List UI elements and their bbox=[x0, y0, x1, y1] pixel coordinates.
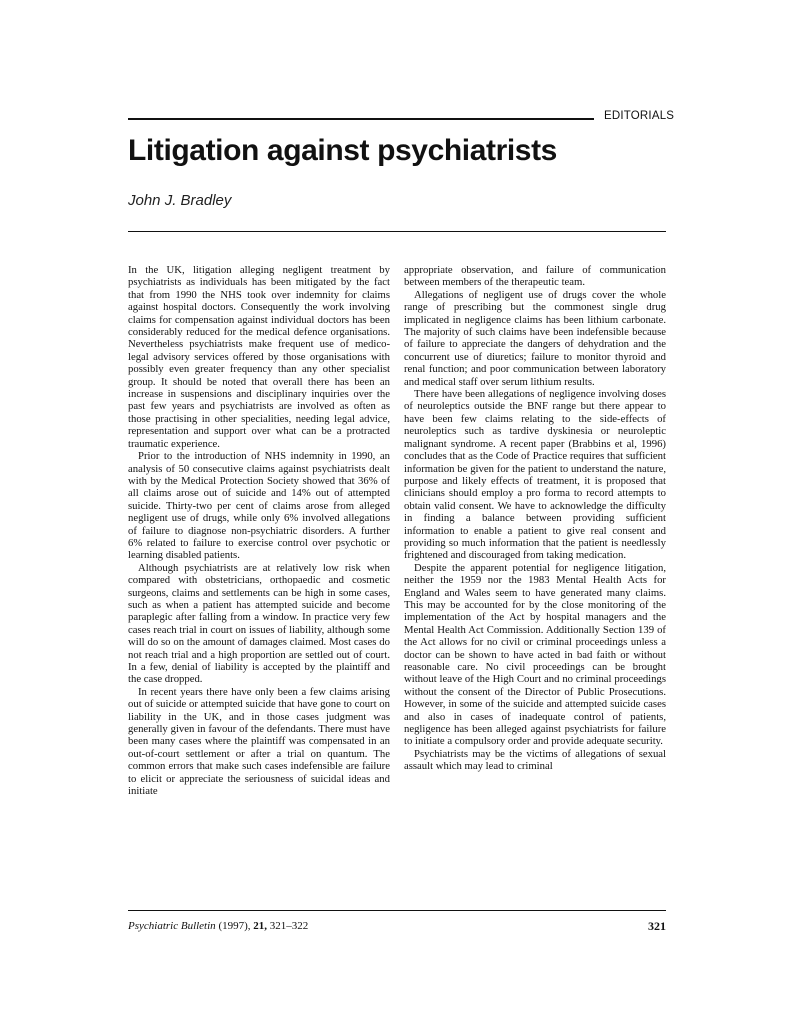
paragraph: Allegations of negligent use of drugs cover the whole range of prescribing but the commonest single drug implicated in negligence claims has been lithium carbonate. The majority of such claims have been indefensible because of failure to appreciate the dangers of dehydration and the concurrent use of diuretics; failure to monitor thyroid and renal function; and poor communication between laboratory and medical staff over serum lithium results. bbox=[404, 288, 666, 388]
article-title: Litigation against psychiatrists bbox=[128, 134, 557, 167]
journal-year: (1997), bbox=[218, 920, 251, 932]
footer-divider bbox=[128, 910, 666, 911]
section-rule bbox=[128, 118, 594, 120]
section-label: EDITORIALS bbox=[604, 110, 675, 122]
paragraph: Psychiatrists may be the victims of allegations of sexual assault which may lead to criminal bbox=[404, 747, 666, 773]
paragraph: appropriate observation, and failure of communication between members of the therapeutic team. bbox=[404, 264, 666, 289]
paragraph: In recent years there have only been a few claims arising out of suicide or attempted suicide that have gone to court on liability in the UK, and in those cases judgment was generally given in favour of the defendants. There must have been many cases where the plaintiff was compensated in an out-of-court settlement or after a trial on quantum. The common errors that make such cases indefensible are failure to elicit or appreciate the seriousness of suicidal ideas and initiate bbox=[128, 685, 390, 798]
journal-name: Psychiatric Bulletin bbox=[128, 920, 216, 932]
paragraph: Prior to the introduction of NHS indemnity in 1990, an analysis of 50 consecutive claims against psychiatrists dealt with by the Medical Protection Society showed that 36% of all claims arose out of suicide and 14% out of attempted suicide. Thirty-two per cent of claims arose from alleged negligent use of drugs, while only 6% involved allegations of failure to diagnose non-psychiatric disorders. A further 6% related to failure to exercise control over psychotic or learning disabled patients. bbox=[128, 450, 390, 562]
paragraph: Despite the apparent potential for negligence litigation, neither the 1959 nor the 1983 Mental Health Acts for England and Wales seem to have generated many claims. This may be accounted for by the close monitoring of the implementation of the Act by hospital managers and the Mental Health Act Commission. Additionally Section 139 of the Act allows for no civil or criminal proceedings unless a doctor can be shown to have acted in bad faith or without reasonable care. No civil proceedings can be brought without leave of the High Court and no criminal proceedings without the consent of the Director of Public Prosecutions. However, in some of the suicide and attempted suicide cases and also in cases of inadequate control of patients, negligence has been alleged against psychiatrists for failure to initiate a compulsory order and provide adequate security. bbox=[404, 561, 666, 748]
page-number: 321 bbox=[648, 919, 666, 933]
paragraph: There have been allegations of negligence involving doses of neuroleptics outside the BNF range but there appear to have been few claims relating to the side-effects of neuroleptics such as tardive dyskinesia or neuroleptic malignant syndrome. A recent paper (Brabbins et al, 1996) concludes that as the Code of Practice requires that sufficient information be given for the patient to understand the nature, purpose and likely effects of treatment, it is proposed that clinicians should employ a pro forma to record attempts to obtain valid consent. We have to acknowledge the difficulty in finding a balance between providing sufficient information to enable a patient to give real consent and providing so much information that the patient is needlessly frightened and discouraged from taking medication. bbox=[404, 388, 666, 562]
journal-pages: 321–322 bbox=[269, 920, 309, 932]
left-column bbox=[128, 264, 390, 904]
right-column bbox=[404, 264, 666, 904]
author-name: John J. Bradley bbox=[128, 192, 232, 209]
paragraph: In the UK, litigation alleging negligent treatment by psychiatrists as individuals has been mitigated by the fact that from 1990 the NHS took over indemnity for claims against hospital doctors. Consequently the work involving claims for compensation against individual doctors has been considerably reduced for the medical defence organisations. Nevertheless psychiatrists make frequent use of medico-legal advisory services offered by those organisations with possibly even greater frequency than any other specialist group. It should be noted that overall there has been an increase in suspensions and disciplinary inquiries over the past few years and psychiatrists are involved as often as those practising in other specialities, needing legal advice, representation and support over what can be a protracted traumatic experience. bbox=[128, 264, 390, 450]
footer-citation bbox=[128, 920, 308, 932]
paragraph: Although psychiatrists are at relatively low risk when compared with obstetricians, orthopaedic and cosmetic surgeons, claims and settlements can be high in some cases, such as when a patient has attempted suicide and become paraplegic after falling from a window. In practice very few cases reach trial in court on issues of liability, although some will do so on the amount of damages claimed. Most cases do not reach trial and a high proportion are settled out of court. In a few, denial of liability is accepted by the plaintiff and the case dropped. bbox=[128, 561, 390, 686]
journal-volume: 21, bbox=[253, 920, 268, 932]
header-divider bbox=[128, 231, 666, 232]
